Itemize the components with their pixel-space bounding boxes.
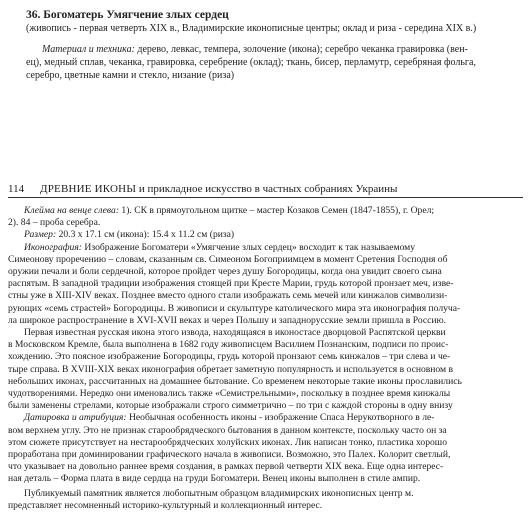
- body-line: [8, 339, 523, 351]
- entry-body: [8, 205, 523, 512]
- body-text: в Московском Кремле, была выполнена в 1682 году живописцем Василием Познанским, подписи по проис-: [8, 339, 449, 351]
- previous-entry-fragment: [26, 8, 526, 82]
- body-text: хождению. Это поясное изображение Богородицы, грудь которой пронзают семь кинжалов – три слева и че-: [8, 351, 451, 363]
- body-text: этом сюжете присутствует на нестарообрядческих холуйских иконах. Лик написан тонко, пластика хорошо: [8, 436, 447, 448]
- entry-subtitle: (живопись - первая четверть XIX в., Владимирские иконописные центры; оклад и риза - середина XIX в.): [26, 23, 477, 34]
- body-text: небольших иконах, рассчитанных на домашнее бытование. Со временем некоторые такие иконы прославились: [8, 375, 462, 387]
- body-text: 20.3 x 17.1 см (икона): 15.4 x 11.2 см (риза): [56, 229, 235, 241]
- header-rule: [8, 197, 523, 198]
- body-line: [8, 500, 523, 512]
- body-line: [8, 364, 523, 376]
- body-line: [8, 290, 523, 302]
- body-text: что указывает на довольно раннее время создания, в рамках первой четверти XIX века. Еще одна интерес-: [8, 461, 444, 473]
- body-line: [8, 449, 523, 461]
- body-text: Симеонову проречению – словам, сказанным св. Симеоном Богоприимцем в момент Сретения Господня об: [8, 253, 448, 265]
- body-text: распятым. В западной традиции изображения стоящей при Кресте Марии, грудь которой пронзает меч, изве-: [8, 278, 454, 290]
- body-line: [8, 278, 523, 290]
- body-line: [8, 217, 523, 229]
- body-text: Необычная особенность иконы - изображение Спаса Нерукотворного в ле-: [126, 412, 435, 424]
- body-line: [8, 351, 523, 363]
- body-text: 2). 84 – проба серебра.: [8, 217, 101, 229]
- materials-text: дерево, левкас, темпера, золочение (икона); серебро чеканка гравировка (вен-: [134, 44, 468, 55]
- materials-line: серебро, цветные камни и стекло, низание (риза): [26, 70, 235, 81]
- body-line: [8, 303, 523, 315]
- materials-line: [26, 43, 526, 56]
- body-text: ла широкое распространение в XVI-XVII веках и через Польшу и западнорусские земли пришла в Россию.: [8, 314, 447, 326]
- body-text: чудотворениями. Нередко они именовались также «Семистрельными», поскольку в позднее время кинжалы: [8, 388, 451, 400]
- body-text: Публикуемый памятник является любопытным образцом владимирских иконописных центр м.: [24, 487, 414, 499]
- body-text: тыре справа. В XVIII-XIX веках иконография обретает заметную популярность и используется в основном в: [8, 363, 454, 375]
- body-line: [8, 488, 523, 500]
- entry-title: 36. Богоматерь Умягчение злых сердец: [26, 9, 229, 21]
- book-title-rest: и прикладное искусство в частных собраниях Украины: [136, 183, 398, 195]
- running-header: [8, 182, 523, 196]
- body-line: [8, 315, 523, 327]
- body-line: [8, 327, 523, 339]
- section-label: Датировка и атрибуция:: [24, 412, 127, 424]
- materials-paragraph: [26, 43, 526, 82]
- section-label: Иконография:: [24, 241, 83, 253]
- body-line: [8, 254, 523, 266]
- body-text: вом верхнем углу. Это не признак старообрядческого бытования в данном контексте, поскольку часто он за: [8, 424, 447, 436]
- body-text: 1). СК в прямоугольном щитке – мастер Козаков Семен (1847-1855), г. Орел;: [119, 205, 435, 216]
- body-line: [8, 461, 523, 473]
- body-line: [8, 388, 523, 400]
- body-text: ная деталь – Форма плата в виде сердца на груди Богоматери. Венец иконы выполнен в стиле ампир.: [8, 473, 421, 485]
- materials-line: ец), медный сплав, чеканка, гравировка, серебрение (оклад); ткань, бисер, перламутр, серебряная фольга,: [26, 57, 476, 68]
- body-text: оружии печали и боли сердечной, которое пройдет через душу Богородицы, когда она увидит своего сына: [8, 266, 442, 278]
- body-text: Первая известная русская икона этого извода, находящаяся в иконостасе дворцовой Распятской церкви: [24, 327, 446, 339]
- body-text: были заменены стрелами, которые изображали строго симметрично – по три с каждой стороны в одну внизу: [8, 400, 453, 412]
- body-line: [8, 473, 523, 485]
- body-text: представляет несомненный историко-культурный и коллекционный интерес.: [8, 499, 323, 511]
- section-label: Клейма на венце слева:: [24, 205, 120, 216]
- page-number: 114: [8, 183, 25, 195]
- body-line: [8, 437, 523, 449]
- body-text: проработана при доминировании графического начала в живописи. Возможно, это Палех. Колорит светлый,: [8, 449, 451, 461]
- body-line: [8, 376, 523, 388]
- body-text: стны уже в XIII-XIV веках. Позднее вместо одного стали изображать семь мечей или кинжалов символизи-: [8, 290, 448, 302]
- body-line: [8, 242, 523, 254]
- body-line: [8, 205, 523, 217]
- book-title-caps: ДРЕВНИЕ ИКОНЫ: [40, 183, 137, 195]
- body-text: Изображение Богоматери «Умягчение злых сердец» восходит к так называемому: [82, 241, 416, 253]
- section-label: Размер:: [24, 229, 57, 241]
- body-line: [8, 266, 523, 278]
- body-text: рующих «семь страстей» Богородицы. В живописи и скульптуре католического мира эта иконография получа-: [8, 302, 461, 314]
- materials-label: Материал и техника:: [42, 44, 135, 55]
- body-line: [8, 412, 523, 424]
- body-line: [8, 229, 523, 241]
- body-line: [8, 400, 523, 412]
- body-line: [8, 425, 523, 437]
